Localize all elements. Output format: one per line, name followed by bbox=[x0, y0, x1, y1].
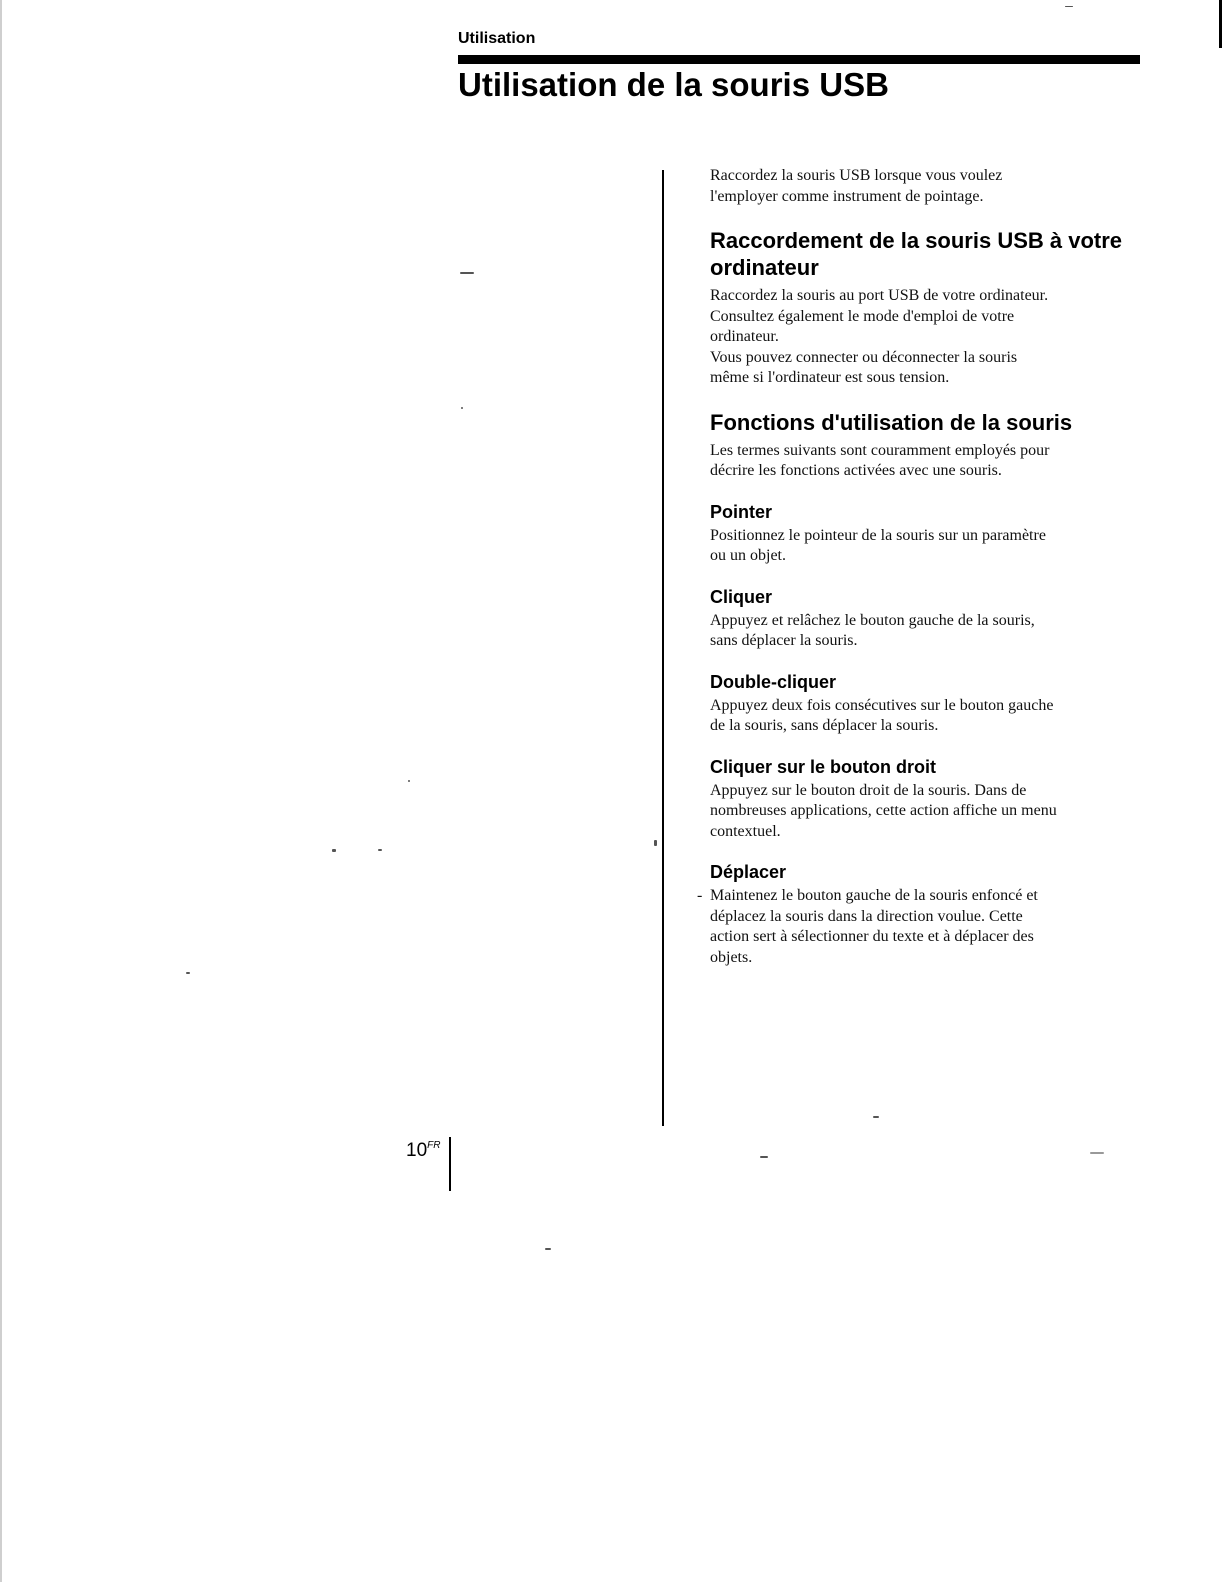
function-heading-double-click: Double-cliquer bbox=[710, 671, 837, 692]
paragraph-line: même si l'ordinateur est sous tension. bbox=[710, 369, 950, 386]
page-number-suffix: FR bbox=[427, 1140, 441, 1151]
connection-paragraph bbox=[710, 286, 1150, 389]
function-heading-drag: Déplacer bbox=[710, 862, 787, 882]
paragraph-line: Consultez également le mode d'emploi de votre bbox=[710, 307, 1015, 325]
description-line: sans déplacer la souris. bbox=[710, 632, 858, 649]
section-label: Utilisation bbox=[458, 30, 536, 47]
function-description-double-click bbox=[710, 696, 1150, 737]
description-line: Appuyez deux fois consécutives sur le bouton gauche bbox=[710, 696, 1054, 714]
description-line: Maintenez le bouton gauche de la souris enfoncé et bbox=[710, 887, 1038, 904]
header-rule bbox=[458, 55, 1140, 64]
scan-speck bbox=[545, 1248, 551, 1250]
scan-speck bbox=[654, 840, 657, 846]
description-line: objets. bbox=[710, 948, 753, 966]
description-line: de la souris, sans déplacer la souris. bbox=[710, 717, 939, 734]
paragraph-line: décrire les fonctions activées avec une souris. bbox=[710, 462, 1002, 479]
scan-speck bbox=[873, 1116, 879, 1118]
scan-speck bbox=[760, 1156, 768, 1158]
heading-line: ordinateur bbox=[710, 255, 819, 280]
intro-line: l'employer comme instrument de pointage. bbox=[710, 187, 984, 205]
description-line: action sert à sélectionner du texte et à déplacer des bbox=[710, 928, 1034, 945]
page-title-text: Utilisation de la souris USB bbox=[458, 66, 889, 103]
page-edge-mark bbox=[1219, 0, 1222, 48]
intro-paragraph bbox=[710, 166, 1150, 207]
paragraph-line: Les termes suivants sont couramment employés pour bbox=[710, 441, 1050, 459]
intro-line: Raccordez la souris USB lorsque vous voulez bbox=[710, 167, 1003, 184]
scan-speck bbox=[460, 272, 474, 274]
scan-speck bbox=[461, 407, 463, 409]
scan-speck bbox=[1065, 6, 1073, 7]
description-line: nombreuses applications, cette action affiche un menu bbox=[710, 802, 1057, 819]
page-edge bbox=[0, 0, 2, 1582]
description-line: Appuyez et relâchez le bouton gauche de la souris, bbox=[710, 611, 1035, 629]
body-column bbox=[697, 166, 1150, 968]
functions-intro-paragraph bbox=[710, 441, 1150, 482]
page-number bbox=[406, 1140, 440, 1162]
paragraph-line: ordinateur. bbox=[710, 328, 779, 345]
scan-speck bbox=[332, 849, 336, 852]
description-line: contextuel. bbox=[710, 822, 781, 840]
paragraph-line: Raccordez la souris au port USB de votre ordinateur. bbox=[710, 287, 1049, 304]
function-description-pointer bbox=[710, 526, 1150, 567]
function-description-drag bbox=[697, 886, 1150, 968]
function-heading-right-click: Cliquer sur le bouton droit bbox=[710, 756, 936, 777]
scan-speck bbox=[1090, 1152, 1104, 1154]
scan-speck bbox=[378, 849, 382, 851]
folio-rule bbox=[449, 1137, 451, 1191]
page-title bbox=[458, 66, 1058, 104]
function-heading-click: Cliquer bbox=[710, 586, 773, 607]
page-number-value: 10 bbox=[406, 1140, 428, 1161]
description-line: ou un objet. bbox=[710, 547, 786, 564]
description-line: Appuyez sur le bouton droit de la souris. Dans de bbox=[710, 781, 1027, 799]
description-line: Positionnez le pointeur de la souris sur un paramètre bbox=[710, 526, 1046, 544]
section-heading-connection bbox=[710, 227, 1150, 281]
function-heading-pointer: Pointer bbox=[710, 501, 773, 522]
function-description-click bbox=[710, 611, 1150, 652]
heading-line: Raccordement de la souris USB à votre bbox=[710, 228, 1123, 253]
description-line: déplacez la souris dans la direction voulue. Cette bbox=[710, 907, 1023, 925]
scan-speck bbox=[186, 972, 190, 974]
column-divider bbox=[662, 170, 664, 1126]
heading-line: Fonctions d'utilisation de la souris bbox=[710, 409, 1073, 435]
function-description-right-click bbox=[710, 781, 1150, 843]
scan-dash-mark: - bbox=[697, 887, 703, 904]
paragraph-line: Vous pouvez connecter ou déconnecter la souris bbox=[710, 348, 1018, 366]
scan-speck bbox=[408, 780, 410, 782]
section-heading-functions bbox=[710, 409, 1150, 436]
